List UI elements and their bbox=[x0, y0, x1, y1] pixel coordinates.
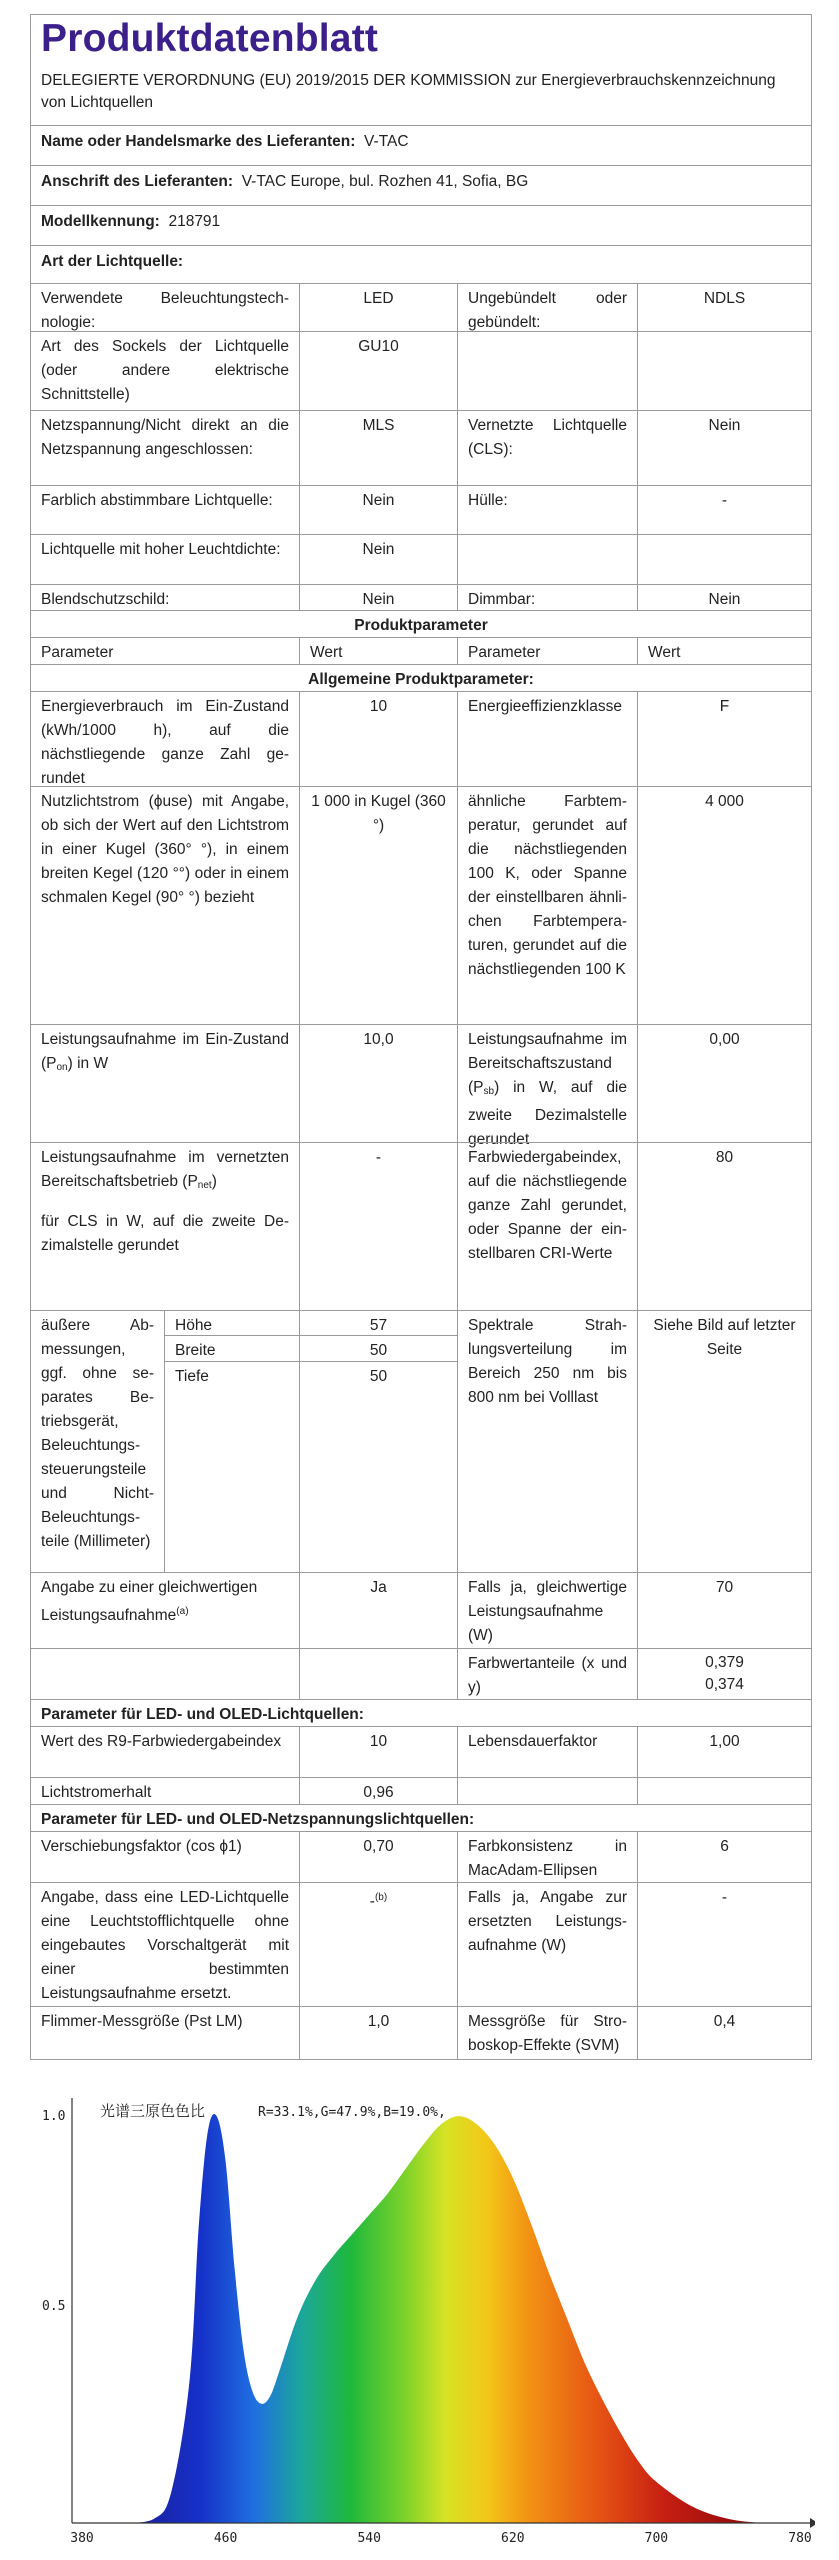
spectrum-ratio: R=33.1%,G=47.9%,B=19.0%, bbox=[258, 2105, 446, 2120]
psb-label: Leistungsaufnahme im Bereitschaftszustand $(P_{sb})$ in W, auf die zweite Dezimalstelle gerundet bbox=[457, 1024, 637, 1142]
empty-cell bbox=[457, 1777, 637, 1804]
spectrum-plot-area bbox=[118, 2114, 800, 2523]
x-tick-label: 380 bbox=[70, 2531, 94, 2546]
replace-label: Angabe, dass eine LED-Lichtquelle eine Leuchtstofflichtquelle ohne eingebautes Vorschaltgerät mit einer bestimmten Leistungsaufnahme ersetzt. bbox=[31, 1882, 299, 2006]
width-label: Breite bbox=[164, 1335, 299, 1361]
height-label: Höhe bbox=[164, 1310, 299, 1335]
empty-cell bbox=[637, 1777, 811, 1804]
connected-value: Nein bbox=[637, 410, 811, 485]
luminance-label: Lichtquelle mit hoher Leuchtdichte: bbox=[31, 534, 299, 584]
directional-value: NDLS bbox=[637, 283, 811, 331]
flux-value: 1 000 in Kugel (360 °) bbox=[299, 786, 457, 1024]
tech-label: Verwendete Beleuchtungstechnologie: bbox=[31, 283, 299, 331]
x-tick-label: 780 bbox=[788, 2531, 812, 2546]
connected-label: Vernetzte Lichtquelle (CLS): bbox=[457, 410, 637, 485]
svm-label: Messgröße für Stroboskop-Effekte (SVM) bbox=[457, 2006, 637, 2060]
supplier-row bbox=[31, 125, 811, 157]
empty-cell bbox=[457, 331, 637, 410]
datasheet bbox=[30, 14, 812, 2060]
spectrum-caption: 光谱三原色色比 bbox=[100, 2102, 206, 2120]
depth-label: Tiefe bbox=[164, 1361, 299, 1572]
svm-value: 0,4 bbox=[637, 2006, 811, 2060]
directional-label: Ungebündelt oder gebündelt: bbox=[457, 283, 637, 331]
chroma-label: Farbwertanteile (x und y) bbox=[457, 1648, 637, 1699]
pon-label: Leistungsaufnahme im Ein-Zustand $(P_{on})$ in W bbox=[31, 1024, 299, 1142]
regulation-text: DELEGIERTE VERORDNUNG (EU) 2019/2015 DER KOMMISSION zur Energieverbrauchskennzeichnung von Lichtquellen bbox=[41, 72, 776, 111]
equiv-power-value: 70 bbox=[637, 1572, 811, 1648]
maintenance-value: 0,96 bbox=[299, 1777, 457, 1804]
empty-cell bbox=[637, 534, 811, 584]
equiv-power-label: Falls ja, gleichwertige Leistungsaufnahme (W) bbox=[457, 1572, 637, 1648]
colour-label: Farblich abstimmbare Lichtquelle: bbox=[31, 485, 299, 534]
x-tick-label: 700 bbox=[644, 2531, 669, 2546]
replace-value: -$^{(b)}$ bbox=[299, 1882, 457, 2006]
x-axis-arrow-icon bbox=[810, 2518, 815, 2528]
displacement-value: 0,70 bbox=[299, 1831, 457, 1882]
depth-value: 50 bbox=[299, 1361, 457, 1572]
cct-label: ähnliche Farbtemperatur, gerundet auf die nächstliegenden 100 K, oder Spanne der einstellbaren ähnlichen Farbtemperaturen, gerundet auf die nächstliegenden 100 K bbox=[457, 786, 637, 1024]
address-row bbox=[31, 165, 811, 197]
survival-value: 1,00 bbox=[637, 1726, 811, 1777]
address-value: V-TAC Europe, bul. Rozhen 41, Sofia, BG bbox=[241, 173, 529, 190]
envelope-value: - bbox=[637, 485, 811, 534]
flux-label: Nutzlichtstrom (ϕuse) mit Angabe, ob sich der Wert auf den Lichtstrom in einer Kugel (360° °), in einem breiten Kegel (120 °°) oder in einem schmalen Kegel (90° °) bezieht bbox=[31, 786, 299, 1024]
regulation-row bbox=[31, 67, 811, 117]
displacement-label: Verschiebungsfaktor (cos ϕ1) bbox=[31, 1831, 299, 1882]
survival-label: Lebensdauerfaktor bbox=[457, 1726, 637, 1777]
consistency-label: Farbkonsistenz in MacAdam-Ellipsen bbox=[457, 1831, 637, 1882]
col-param: Parameter bbox=[31, 637, 299, 664]
col-value: Wert bbox=[299, 637, 457, 664]
cct-value: 4 000 bbox=[637, 786, 811, 1024]
product-params-heading: Produktparameter bbox=[31, 610, 811, 637]
spectrum-chart bbox=[40, 2090, 815, 2550]
empty-cell bbox=[299, 1648, 457, 1699]
light-source-type-heading: Art der Lichtquelle: bbox=[41, 253, 184, 270]
col-value: Wert bbox=[637, 637, 811, 664]
class-value: F bbox=[637, 691, 811, 786]
dimensions-label: äußere Abmessungen, ggf. ohne separates Betriebsgerät, Beleuchtungssteuerungsteile und Nicht-Beleuchtungsteile (Millimeter) bbox=[31, 1310, 164, 1572]
y-tick-label: 0.5 bbox=[42, 2299, 66, 2314]
page-title: Produktdatenblatt bbox=[41, 17, 379, 60]
height-value: 57 bbox=[299, 1310, 457, 1335]
glare-label: Blendschutzschild: bbox=[31, 584, 299, 610]
width-value: 50 bbox=[299, 1335, 457, 1361]
socket-value: GU10 bbox=[299, 331, 457, 410]
empty-cell bbox=[31, 1648, 299, 1699]
chroma-value: 0,379 0,374 bbox=[637, 1648, 811, 1699]
supplier-label: Name oder Handelsmarke des Lieferanten: bbox=[41, 133, 356, 150]
energy-label: Energieverbrauch im Ein-Zustand (kWh/1000 h), auf die nächstliegende ganze Zahl gerundet bbox=[31, 691, 299, 786]
replace-power-value: - bbox=[637, 1882, 811, 2006]
supplier-value: V-TAC bbox=[364, 133, 409, 150]
mains-label: Netzspannung/Nicht direkt an die Netzspannung angeschlossen: bbox=[31, 410, 299, 485]
empty-cell bbox=[457, 534, 637, 584]
pnet-label: Leistungsaufnahme im vernetzten Bereitschaftsbetrieb $(P_{net})$ für CLS in W, auf die zweite Dezimalstelle gerundet bbox=[31, 1142, 299, 1310]
spd-value: Siehe Bild auf letzter Seite bbox=[637, 1310, 811, 1572]
consistency-value: 6 bbox=[637, 1831, 811, 1882]
tech-value: LED bbox=[299, 283, 457, 331]
empty-cell bbox=[637, 331, 811, 410]
dimmable-value: Nein bbox=[637, 584, 811, 610]
energy-value: 10 bbox=[299, 691, 457, 786]
replace-power-label: Falls ja, Angabe zur ersetzten Leistungsaufnahme (W) bbox=[457, 1882, 637, 2006]
model-row bbox=[31, 205, 811, 237]
general-params-heading: Allgemeine Produktparameter: bbox=[31, 664, 811, 691]
x-tick-label: 460 bbox=[213, 2531, 238, 2546]
spd-label: Spektrale Strahlungsverteilung im Bereich 250 nm bis 800 nm bei Volllast bbox=[457, 1310, 637, 1572]
dimmable-label: Dimmbar: bbox=[457, 584, 637, 610]
colour-value: Nein bbox=[299, 485, 457, 534]
x-tick-label: 620 bbox=[501, 2531, 525, 2546]
cri-label: Farbwiedergabeindex, auf die nächstliegende ganze Zahl gerundet, oder Spanne der einstellbaren CRI-Werte bbox=[457, 1142, 637, 1310]
maintenance-label: Lichtstromerhalt bbox=[31, 1777, 299, 1804]
light-source-type-row bbox=[31, 245, 811, 277]
address-label: Anschrift des Lieferanten: bbox=[41, 173, 234, 190]
mains-params-heading: Parameter für LED- und OLED-Netzspannungslichtquellen: bbox=[31, 1804, 811, 1831]
socket-label: Art des Sockels der Lichtquelle (oder andere elektrische Schnittstelle) bbox=[31, 331, 299, 410]
r9-label: Wert des R9-Farbwiedergabeindex bbox=[31, 1726, 299, 1777]
mains-value: MLS bbox=[299, 410, 457, 485]
pnet-value: - bbox=[299, 1142, 457, 1310]
flicker-label: Flimmer-Messgröße (Pst LM) bbox=[31, 2006, 299, 2060]
envelope-label: Hülle: bbox=[457, 485, 637, 534]
y-tick-label: 1.0 bbox=[42, 2109, 66, 2124]
col-param: Parameter bbox=[457, 637, 637, 664]
equiv-label: Angabe zu einer gleichwertigen Leistungsaufnahme$^{(a)}$ bbox=[31, 1572, 299, 1648]
r9-value: 10 bbox=[299, 1726, 457, 1777]
luminance-value: Nein bbox=[299, 534, 457, 584]
spectrum-area bbox=[118, 2114, 800, 2523]
led-params-heading: Parameter für LED- und OLED-Lichtquellen: bbox=[31, 1699, 811, 1726]
model-value: 218791 bbox=[168, 213, 221, 230]
class-label: Energieeffizienzklasse bbox=[457, 691, 637, 786]
psb-value: 0,00 bbox=[637, 1024, 811, 1142]
glare-value: Nein bbox=[299, 584, 457, 610]
cri-value: 80 bbox=[637, 1142, 811, 1310]
equiv-value: Ja bbox=[299, 1572, 457, 1648]
pon-value: 10,0 bbox=[299, 1024, 457, 1142]
flicker-value: 1,0 bbox=[299, 2006, 457, 2060]
model-label: Modellkennung: bbox=[41, 213, 160, 230]
x-tick-label: 540 bbox=[357, 2531, 381, 2546]
